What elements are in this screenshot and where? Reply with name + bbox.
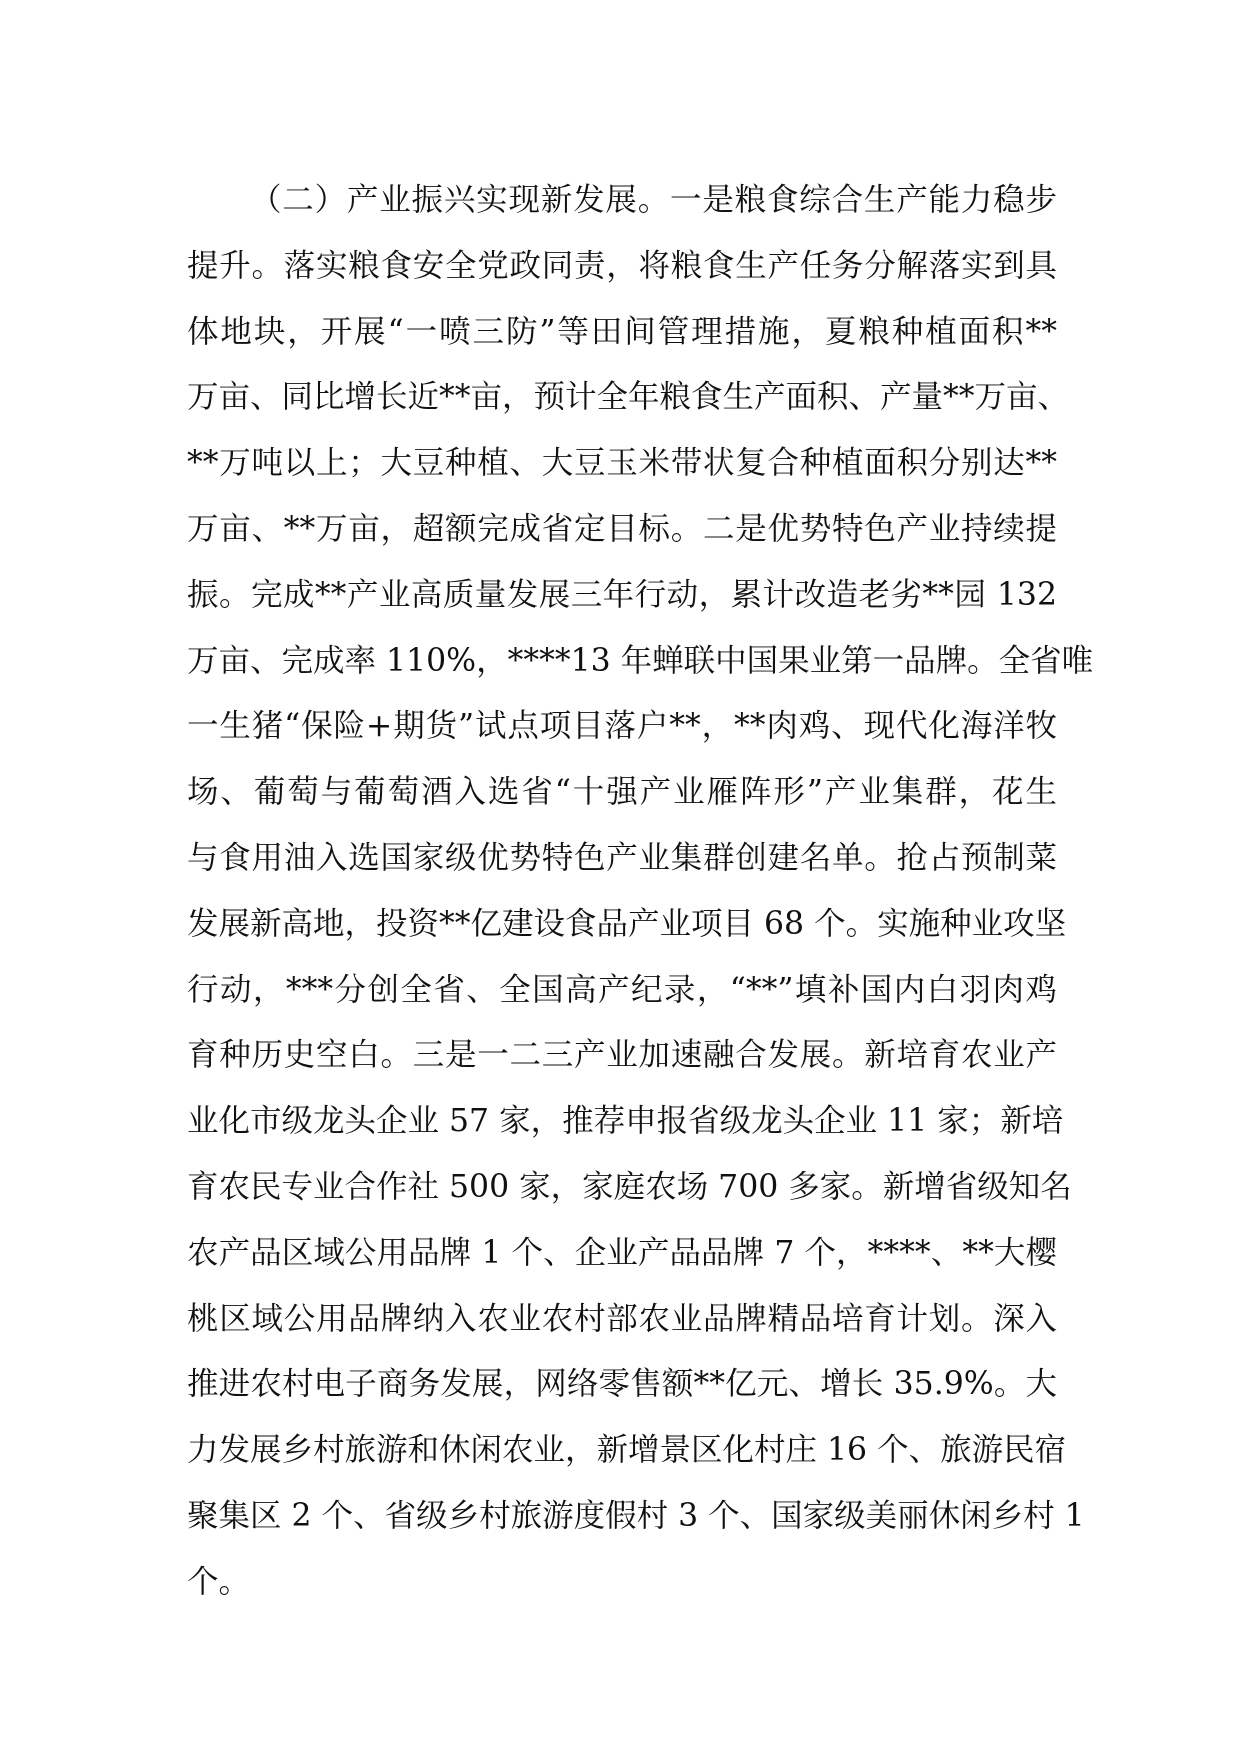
body-paragraph (187, 168, 1094, 1616)
paragraph-line: 一生猪“保险+期货”试点项目落户**，**肉鸡、现代化海洋牧 (187, 708, 1057, 745)
paragraph-line: 发展新高地，投资**亿建设食品产业项目 68 个。实施种业攻坚 (187, 905, 1067, 942)
paragraph-line: 提升。落实粮食安全党政同责，将粮食生产任务分解落实到具 (187, 247, 1057, 284)
paragraph-line: （二）产业振兴实现新发展。一是粮食综合生产能力稳步 (250, 182, 1057, 218)
paragraph-line: 振。完成**产业高质量发展三年行动，累计改造老劣**园 132 (187, 576, 1057, 613)
paragraph-line: 业化市级龙头企业 57 家，推荐申报省级龙头企业 11 家；新培 (187, 1103, 1064, 1140)
paragraph-line: 农产品区域公用品牌 1 个、企业产品品牌 7 个，****、**大樱 (187, 1234, 1057, 1271)
paragraph-line: 万亩、**万亩，超额完成省定目标。二是优势特色产业持续提 (187, 510, 1057, 547)
paragraph-line: 聚集区 2 个、省级乡村旅游度假村 3 个、国家级美丽休闲乡村 1 (187, 1497, 1085, 1534)
paragraph-line: **万吨以上；大豆种植、大豆玉米带状复合种植面积分别达** (187, 445, 1057, 482)
paragraph-line: 桃区域公用品牌纳入农业农村部农业品牌精品培育计划。深入 (187, 1300, 1057, 1337)
paragraph-line: 推进农村电子商务发展，网络零售额**亿元、增长 35.9%。大 (187, 1366, 1057, 1403)
paragraph-line: 万亩、同比增长近**亩，预计全年粮食生产面积、产量**万亩、 (187, 379, 1070, 416)
paragraph-line: 与食用油入选国家级优势特色产业集群创建名单。抢占预制菜 (187, 839, 1057, 876)
paragraph-line: 力发展乡村旅游和休闲农业，新增景区化村庄 16 个、旅游民宿 (187, 1432, 1067, 1469)
paragraph-line: 育农民专业合作社 500 家，家庭农场 700 多家。新增省级知名 (187, 1168, 1072, 1205)
paragraph-line: 体地块，开展“一喷三防”等田间管理措施，夏粮种植面积** (187, 313, 1057, 350)
paragraph-line: 个。 (187, 1563, 251, 1600)
paragraph-line: 育种历史空白。三是一二三产业加速融合发展。新培育农业产 (187, 1037, 1057, 1074)
paragraph-line: 行动，***分创全省、全国高产纪录，“**”填补国内白羽肉鸡 (187, 971, 1057, 1008)
paragraph-line: 场、葡萄与葡萄酒入选省“十强产业雁阵形”产业集群，花生 (187, 774, 1057, 811)
paragraph-line: 万亩、完成率 110%，****13 年蝉联中国果业第一品牌。全省唯 (187, 642, 1094, 679)
